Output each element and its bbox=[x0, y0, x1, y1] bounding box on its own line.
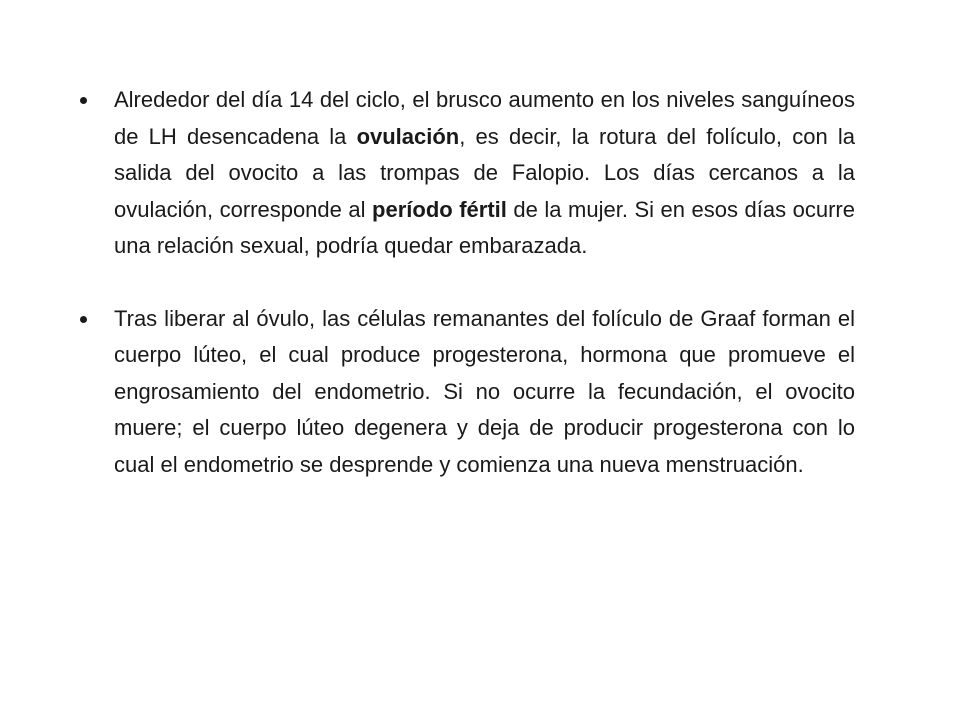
bullet-text-part: , es decir, la rotura del folículo, con la salida del ovocito a las trompas de Falopio. Los días cercanos a la ovulación, corresponde al bbox=[114, 123, 855, 222]
bold-term-periodo-fertil: período fértil bbox=[372, 196, 507, 222]
bullet-text-part: de la mujer. Si en esos días ocurre una relación sexual, podría quedar embarazada. bbox=[114, 196, 855, 258]
bold-term-ovulacion: ovulación bbox=[356, 123, 460, 149]
bullet-dot-icon bbox=[80, 97, 87, 104]
bullet-item-ovulation bbox=[80, 82, 855, 265]
bullet-item-corpus-luteum bbox=[80, 301, 855, 484]
bullet-dot-icon bbox=[80, 316, 87, 323]
bullet-text-part: Alrededor del día 14 del ciclo, el brusco aumento en los niveles sanguíneos de LH desencadena la bbox=[114, 87, 855, 149]
bullet-list bbox=[80, 82, 855, 483]
bullet-text: Tras liberar al óvulo, las células remanantes del folículo de Graaf forman el cuerpo lúteo, el cual produce progesterona, hormona que promueve el engrosamiento del endometrio. Si no ocurre la fecundación, el ovocito muere; el cuerpo lúteo degenera y deja de producir progesterona con lo cual el endometrio se desprende y comienza una nueva menstruación. bbox=[114, 305, 855, 477]
